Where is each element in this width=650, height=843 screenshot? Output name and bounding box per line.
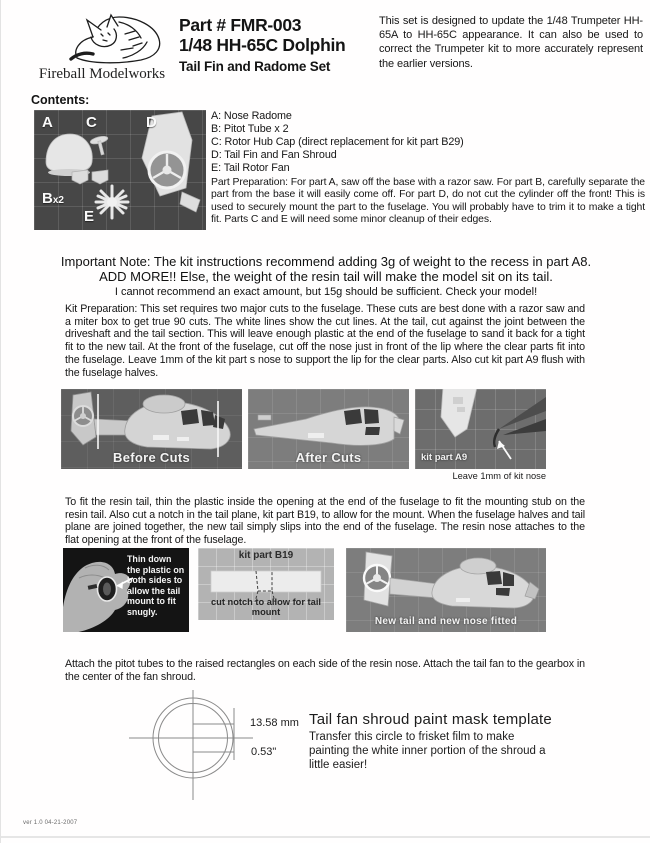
paint-mask-circle-template xyxy=(121,690,266,808)
contents-photo-label-b: Bx2 xyxy=(42,190,64,207)
bottom-rule xyxy=(1,836,650,838)
contents-photo-label-a: A xyxy=(42,114,53,131)
template-body: Transfer this circle to frisket film to make painting the white inner portion of the shroud a little easier! xyxy=(309,731,546,771)
kit-part-b19-label: kit part B19 xyxy=(238,550,294,561)
template-heading: Tail fan shroud paint mask template xyxy=(309,711,552,728)
contents-heading: Contents: xyxy=(31,93,90,107)
contents-photo-label-c: C xyxy=(86,114,97,131)
photo-kit-part-b19 xyxy=(198,548,334,620)
dimension-inches: 0.53" xyxy=(251,746,277,758)
important-note-line2: ADD MORE!! Else, the weight of the resin tail will make the model sit on its tail. xyxy=(99,269,553,284)
new-tail-caption: New tail and new nose fitted xyxy=(374,616,518,627)
attach-pitot-paragraph: Attach the pitot tubes to the raised rectangles on each side of the resin nose. Attach the tail fan to the gearbox in the center of the fan shroud. xyxy=(65,658,585,683)
version-text: ver 1.0 04-21-2007 xyxy=(23,820,78,826)
after-cuts-caption: After Cuts xyxy=(295,450,362,465)
part-preparation-paragraph: Part Preparation: For part A, saw off the base with a razor saw. For part B, carefully separate the part from the base it will easily come off. For part D, do not cut the cylinder off the front! This is used to securely mount the part to the fuselage. You will probably have to trim it to make a tight fit. Parts C and E will need some minor cleanup of their edges. xyxy=(211,177,645,226)
important-note-line3: I cannot recommend an exact amount, but 15g should be sufficient. Check your model! xyxy=(114,286,538,298)
kit-subtitle: Tail Fin and Radome Set xyxy=(179,59,331,74)
brand-name: Fireball Modelworks xyxy=(38,66,166,82)
thin-plastic-note: Thin down the plastic on both sides to allow the tail mount to fit snugly. xyxy=(127,554,185,617)
parts-list-item: D: Tail Fin and Fan Shroud xyxy=(211,148,337,161)
parts-list-item: A: Nose Radome xyxy=(211,110,292,122)
photo-new-tail-fitted xyxy=(346,548,546,632)
photo-kit-part-a9 xyxy=(415,389,546,469)
contents-parts-illustration xyxy=(34,110,206,230)
contents-photo-label-e: E xyxy=(84,208,95,225)
dimension-mm: 13.58 mm xyxy=(250,717,299,729)
photo-before-cuts xyxy=(61,389,242,469)
parts-list xyxy=(211,110,646,175)
title-block xyxy=(179,15,379,74)
parts-list-item: C: Rotor Hub Cap (direct replacement for kit part B29) xyxy=(211,135,464,148)
important-note-line1: Important Note: The kit instructions recommend adding 3g of weight to the recess in part A8. xyxy=(60,254,592,269)
part-number: Part # FMR-003 xyxy=(179,15,302,35)
kit-part-a9-label: kit part A9 xyxy=(421,452,468,463)
contents-photo-label-d: D xyxy=(146,114,157,131)
kit-title: 1/48 HH-65C Dolphin xyxy=(179,35,346,55)
parts-list-item: B: Pitot Tube x 2 xyxy=(211,122,289,135)
parts-list-item: E: Tail Rotor Fan xyxy=(211,161,290,174)
before-cuts-caption: Before Cuts xyxy=(113,450,190,465)
kit-preparation-paragraph: Kit Preparation: This set requires two major cuts to the fuselage. These cuts are best done with a razor saw and a miter box to get true 90 cuts. The white lines show the cut lines. At the tail, cut against the joint between the driveshaft and the tail section. This will leave enough plastic at the end of the fuselage to sand it back for a tight fit to the new tail. At the front of the fuselage, cut off the nose just in front of the lip where the clear parts fit into the fuselage. Leave 1mm of the kit part s nose to support the lip for the clear parts. Also cut kit part A9 flush with the fuselage halves. xyxy=(65,303,585,379)
contents-photo xyxy=(34,110,206,230)
fit-resin-tail-paragraph: To fit the resin tail, thin the plastic inside the opening at the end of the fuselage to fit the mounting stub on the resin tail. Also cut a notch in the tail plane, kit part B19, to allow for the mount. When the fuselage halves and tail plane are joined together, the new tail simply slips into the end of the fuselage. The resin nose attaches to the flat opening at the front of the fuselage. xyxy=(65,496,585,547)
cut-notch-caption: cut notch to allow for tail mount xyxy=(210,597,321,617)
photo-thin-plastic xyxy=(63,548,189,632)
photo-after-cuts xyxy=(248,389,409,469)
fox-logo-icon xyxy=(63,12,167,66)
leave-1mm-note: Leave 1mm of kit nose xyxy=(452,471,546,481)
intro-paragraph: This set is designed to update the 1/48 Trumpeter HH-65A to HH-65C appearance. It can also be used to correct the Trumpeter kit to more accurately represent the earlier versions. xyxy=(379,15,643,70)
